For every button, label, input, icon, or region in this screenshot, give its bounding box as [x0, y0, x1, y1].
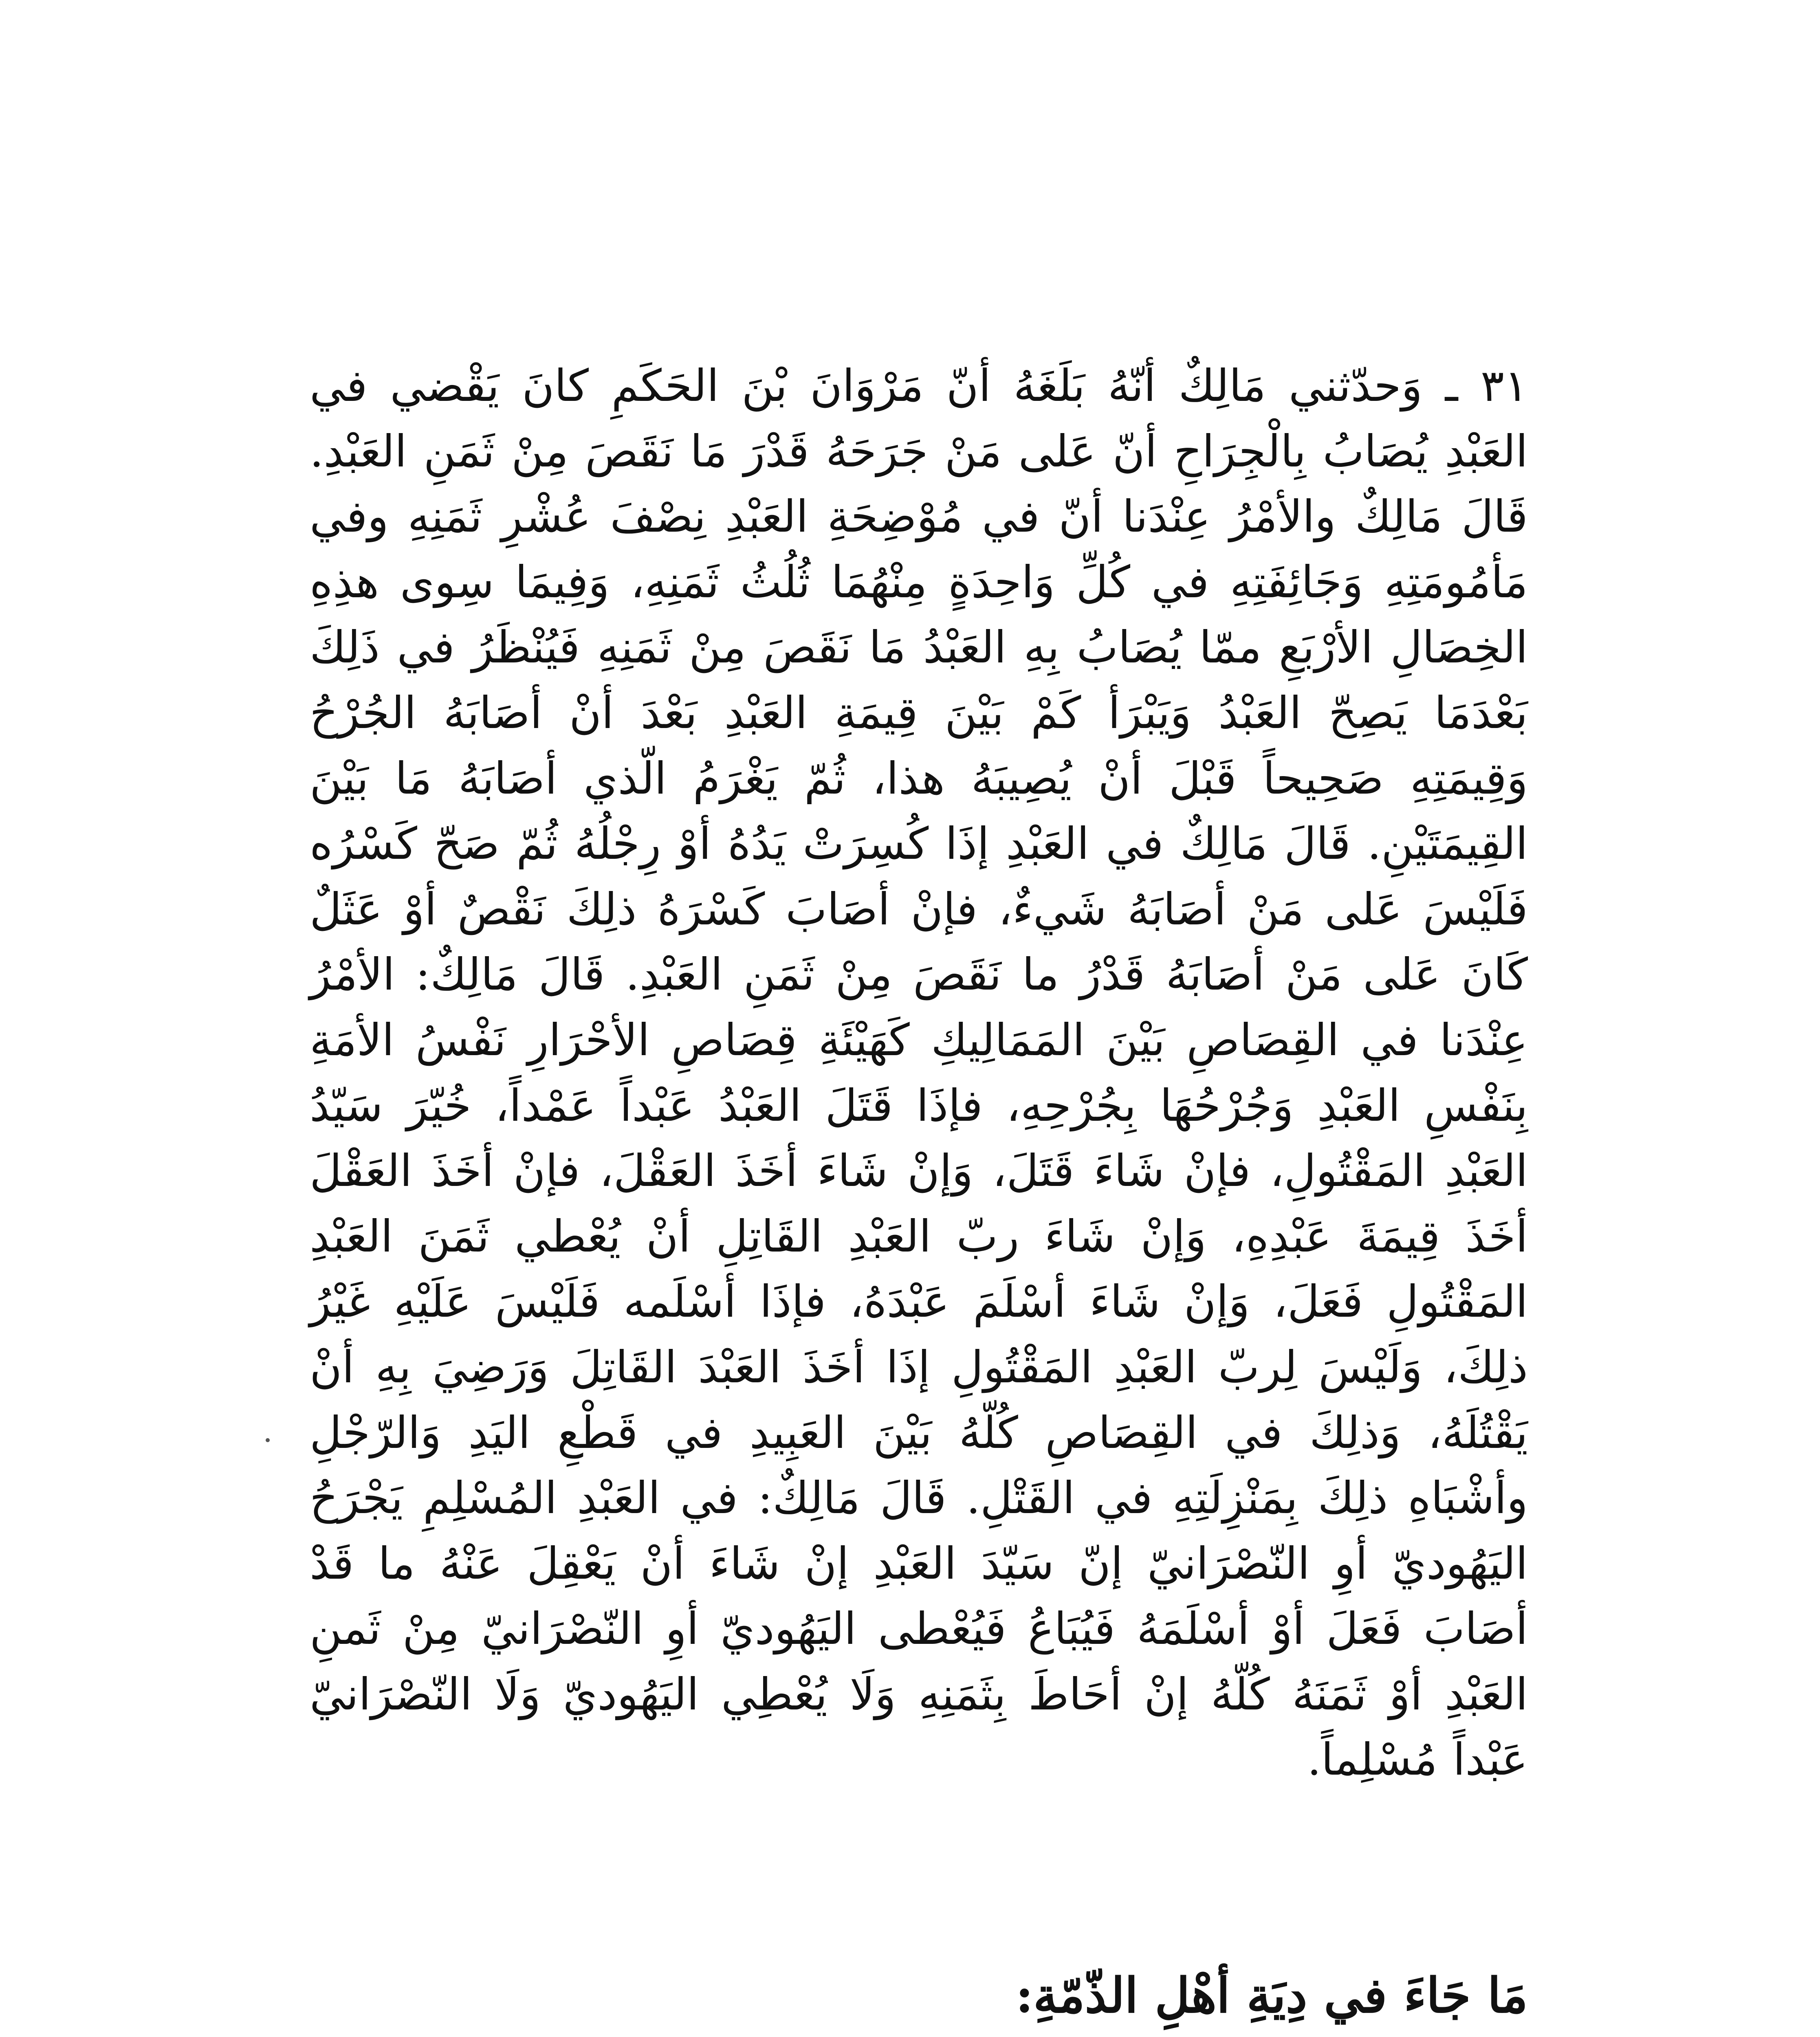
scan-speck	[266, 1438, 270, 1442]
section-heading: مَا جَاءَ في دِيَةِ أهْلِ الذّمّةِ:	[1015, 1967, 1528, 2024]
paragraph-31: ٣١ ـ وَحدّثني مَالِكٌ أنّهُ بَلَغَهُ أنّ مَرْوَانَ بْنَ الحَكَمِ كانَ يَقْضي في العَبْدِ يُصَابُ بِالْجِرَاحِ أنّ عَلى مَنْ جَرَحَهُ قَدْرَ مَا نَقَصَ مِنْ ثَمَنِ العَبْدِ. قَالَ مَالِكٌ والأمْرُ عِنْدَنا أنّ في مُوْضِحَةِ العَبْدِ نِصْفَ عُشْرِ ثَمَنِهِ وفي مَأمُومَتِهِ وَجَائِفَتِهِ في كُلِّ وَاحِدَةٍ مِنْهُمَا ثُلُثُ ثَمَنِهِ، وَفِيمَا سِوى هذِهِ الخِصَالِ الأرْبَعِ ممّا يُصَابُ بِهِ العَبْدُ مَا نَقَصَ مِنْ ثَمَنِهِ فَيُنْظَرُ في ذَلِكَ بَعْدَمَا يَصِحّ العَبْدُ وَيَبْرَأ كَمْ بَيْنَ قِيمَةِ العَبْدِ بَعْدَ أنْ أصَابَهُ الجُرْحُ وَقِيمَتِهِ صَحِيحاً قَبْلَ أنْ يُصِيبَهُ هذا، ثُمّ يَغْرَمُ الّذي أصَابَهُ مَا بَيْنَ القِيمَتَيْنِ. قَالَ مَالِكٌ في العَبْدِ إذَا كُسِرَتْ يَدُهُ أوْ رِجْلُهُ ثُمّ صَحّ كَسْرُه فَلَيْسَ عَلى مَنْ أصَابَهُ شَيءٌ، فإنْ أصَابَ كَسْرَهُ ذلِكَ نَقْصٌ أوْ عَثَلٌ كَانَ عَلى مَنْ أصَابَهُ قَدْرُ ما نَقَصَ مِنْ ثَمَنِ العَبْدِ. قَالَ مَالِكٌ: الأمْرُ عِنْدَنا في القِصَاصِ بَيْنَ المَمَالِيكِ كَهَيْئَةِ قِصَاصِ الأحْرَارِ نَفْسُ الأمَةِ بِنَفْسِ العَبْدِ وَجُرْحُهَا بِجُرْحِهِ، فإذَا قَتَلَ العَبْدُ عَبْداً عَمْداً، خُيّرَ سَيّدُ العَبْدِ المَقْتُولِ، فإنْ شَاءَ قَتَلَ، وَإنْ شَاءَ أخَذَ العَقْلَ، فإنْ أخَذَ العَقْلَ أخَذَ قِيمَةَ عَبْدِهِ، وَإنْ شَاءَ ربّ العَبْدِ القَاتِلِ أنْ يُعْطي ثَمَنَ العَبْدِ المَقْتُولِ فَعَلَ، وَإنْ شَاءَ أسْلَمَ عَبْدَهُ، فإذَا أسْلَمه فَلَيْسَ عَلَيْهِ غَيْرُ ذلِكَ، وَلَيْسَ لِربّ العَبْدِ المَقْتُولِ إذَا أخَذَ العَبْدَ القَاتِلَ وَرَضِيَ بِهِ أنْ يَقْتُلَهُ، وَذلِكَ في القِصَاصِ كُلّهُ بَيْنَ العَبِيدِ في قَطْعِ اليَدِ وَالرّجْلِ وأشْبَاهِ ذلِكَ بِمَنْزِلَتِهِ في القَتْلِ. قَالَ مَالِكٌ: في العَبْدِ المُسْلِمِ يَجْرَحُ اليَهُوديّ أوِ النّصْرَانيّ إنّ سَيّدَ العَبْدِ إنْ شَاءَ أنْ يَعْقِلَ عَنْهُ ما قَدْ أصَابَ فَعَلَ أوْ أسْلَمَهُ فَيُبَاعُ فَيُعْطى اليَهُوديّ أوِ النّصْرَانيّ مِنْ ثَمنِ العَبْدِ أوْ ثَمَنَهُ كُلّهُ إنْ أحَاطَ بِثَمَنِهِ وَلَا يُعْطِي اليَهُوديّ وَلَا النّصْرَانيّ عَبْداً مُسْلِماً.	[310, 361, 1528, 1786]
